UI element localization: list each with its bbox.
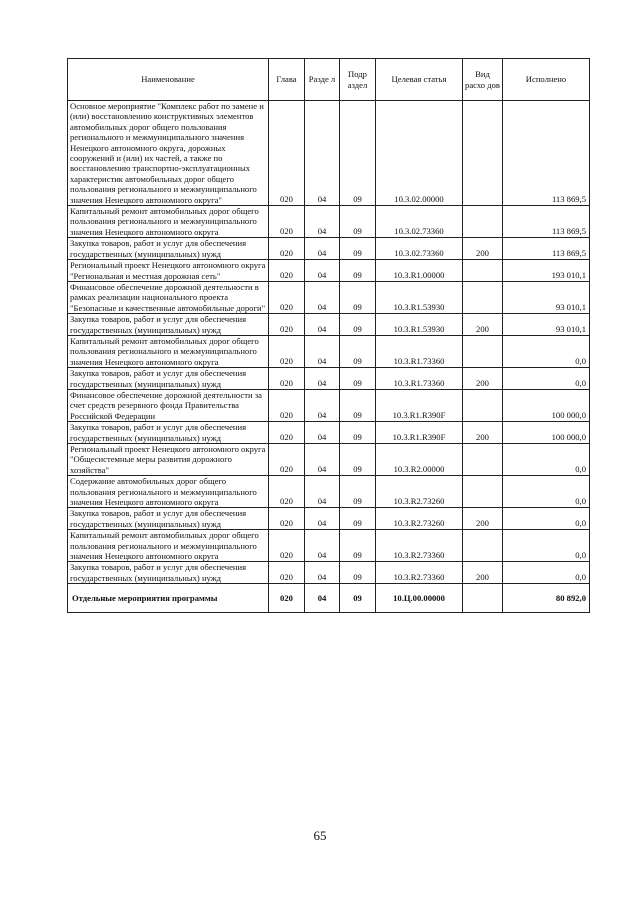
row-amount-cell: 0,0 [503, 508, 590, 530]
row-amount-cell: 0,0 [503, 562, 590, 584]
header-name: Наименование [68, 59, 269, 101]
row-razdel-cell: 04 [305, 476, 340, 508]
row-vid-cell [463, 335, 503, 367]
row-amount-cell: 0,0 [503, 368, 590, 390]
row-vid-cell: 200 [463, 314, 503, 336]
row-vid-cell [463, 281, 503, 313]
row-vid-cell [463, 476, 503, 508]
row-name-cell: Закупка товаров, работ и услуг для обеспечения государственных (муниципальных) нужд [68, 238, 269, 260]
row-name-cell: Финансовое обеспечение дорожной деятельности за счет средств резервного фонда Правительства Российской Федерации [68, 389, 269, 421]
row-razdel-cell: 04 [305, 238, 340, 260]
row-razdel-cell: 04 [305, 584, 340, 613]
row-podrazdel-cell: 09 [340, 444, 376, 476]
table-header-row [68, 59, 590, 101]
row-podrazdel-cell: 09 [340, 368, 376, 390]
row-name-cell: Закупка товаров, работ и услуг для обеспечения государственных (муниципальных) нужд [68, 508, 269, 530]
row-razdel-cell: 04 [305, 530, 340, 562]
table-row [68, 101, 590, 206]
row-target-cell: 10.3.R1.73360 [376, 368, 463, 390]
row-vid-cell: 200 [463, 422, 503, 444]
row-razdel-cell: 04 [305, 508, 340, 530]
row-podrazdel-cell: 09 [340, 281, 376, 313]
table-row [68, 335, 590, 367]
row-glava-cell: 020 [269, 444, 305, 476]
row-glava-cell: 020 [269, 281, 305, 313]
table-row [68, 389, 590, 421]
row-vid-cell: 200 [463, 562, 503, 584]
row-amount-cell: 113 869,5 [503, 101, 590, 206]
header-podrazdel: Подр аздел [340, 59, 376, 101]
row-razdel-cell: 04 [305, 281, 340, 313]
row-amount-cell: 100 000,0 [503, 389, 590, 421]
row-vid-cell: 200 [463, 508, 503, 530]
row-amount-cell: 80 892,0 [503, 584, 590, 613]
table-row [68, 281, 590, 313]
row-name-cell: Закупка товаров, работ и услуг для обеспечения государственных (муниципальных) нужд [68, 314, 269, 336]
header-vid: Вид расхо дов [463, 59, 503, 101]
row-target-cell: 10.3.R2.73260 [376, 508, 463, 530]
row-glava-cell: 020 [269, 368, 305, 390]
row-amount-cell: 193 010,1 [503, 260, 590, 282]
row-target-cell: 10.3.02.73360 [376, 206, 463, 238]
row-vid-cell: 200 [463, 368, 503, 390]
row-vid-cell [463, 206, 503, 238]
row-target-cell: 10.3.R1.53930 [376, 281, 463, 313]
row-target-cell: 10.3.R2.73260 [376, 476, 463, 508]
row-vid-cell [463, 584, 503, 613]
row-podrazdel-cell: 09 [340, 562, 376, 584]
row-target-cell: 10.3.R1.R390F [376, 422, 463, 444]
row-podrazdel-cell: 09 [340, 508, 376, 530]
row-target-cell: 10.3.R2.73360 [376, 530, 463, 562]
row-podrazdel-cell: 09 [340, 238, 376, 260]
table-row [68, 562, 590, 584]
row-glava-cell: 020 [269, 476, 305, 508]
row-name-cell: Капитальный ремонт автомобильных дорог общего пользования регионального и межмуниципального значения Ненецкого автономного округа [68, 335, 269, 367]
row-vid-cell [463, 260, 503, 282]
table-row [68, 206, 590, 238]
row-podrazdel-cell: 09 [340, 389, 376, 421]
row-podrazdel-cell: 09 [340, 314, 376, 336]
row-name-cell: Финансовое обеспечение дорожной деятельности в рамках реализации национального проекта "Безопасные и качественные автомобильные дороги" [68, 281, 269, 313]
row-glava-cell: 020 [269, 584, 305, 613]
row-razdel-cell: 04 [305, 260, 340, 282]
row-podrazdel-cell: 09 [340, 584, 376, 613]
row-amount-cell: 100 000,0 [503, 422, 590, 444]
row-vid-cell [463, 101, 503, 206]
row-glava-cell: 020 [269, 335, 305, 367]
row-glava-cell: 020 [269, 206, 305, 238]
header-target: Целевая статья [376, 59, 463, 101]
row-name-cell: Капитальный ремонт автомобильных дорог общего пользования регионального и межмуниципального значения Ненецкого автономного округа [68, 530, 269, 562]
row-name-cell: Региональный проект Ненецкого автономного округа "Общесистемные меры развития дорожного хозяйства" [68, 444, 269, 476]
table-row [68, 238, 590, 260]
row-name-cell: Капитальный ремонт автомобильных дорог общего пользования регионального и межмуниципального значения Ненецкого автономного округа [68, 206, 269, 238]
row-name-cell: Содержание автомобильных дорог общего пользования регионального и межмуниципального значения Ненецкого автономного округа [68, 476, 269, 508]
row-glava-cell: 020 [269, 530, 305, 562]
row-amount-cell: 0,0 [503, 335, 590, 367]
row-name-cell: Региональный проект Ненецкого автономного округа "Региональная и местная дорожная сеть" [68, 260, 269, 282]
row-vid-cell: 200 [463, 238, 503, 260]
row-glava-cell: 020 [269, 508, 305, 530]
budget-table [67, 58, 590, 613]
row-podrazdel-cell: 09 [340, 530, 376, 562]
row-target-cell: 10.3.R1.R390F [376, 389, 463, 421]
header-executed: Исполнено [503, 59, 590, 101]
row-target-cell: 10.3.R1.00000 [376, 260, 463, 282]
table-total-row [68, 584, 590, 613]
row-razdel-cell: 04 [305, 101, 340, 206]
table-row [68, 530, 590, 562]
row-glava-cell: 020 [269, 562, 305, 584]
row-name-cell: Закупка товаров, работ и услуг для обеспечения государственных (муниципальных) нужд [68, 422, 269, 444]
table-row [68, 476, 590, 508]
row-razdel-cell: 04 [305, 389, 340, 421]
header-glava: Глава [269, 59, 305, 101]
table-row [68, 508, 590, 530]
row-glava-cell: 020 [269, 314, 305, 336]
row-razdel-cell: 04 [305, 206, 340, 238]
row-glava-cell: 020 [269, 238, 305, 260]
row-vid-cell [463, 444, 503, 476]
row-name-cell: Закупка товаров, работ и услуг для обеспечения государственных (муниципальных) нужд [68, 368, 269, 390]
row-amount-cell: 93 010,1 [503, 314, 590, 336]
row-glava-cell: 020 [269, 389, 305, 421]
table-row [68, 368, 590, 390]
row-podrazdel-cell: 09 [340, 335, 376, 367]
table-row [68, 314, 590, 336]
row-target-cell: 10.3.R2.73360 [376, 562, 463, 584]
row-name-cell: Основное мероприятие "Комплекс работ по замене и (или) восстановлению конструктивных элементов автомобильных дорог общего пользования регионального и межмуниципального значения Ненецкого автономного округа, дорожных сооружений и (или) их частей, а также по восстановлению транспортно-эксплуатационных характеристик автомобильных дорог общего пользования регионального и межмуниципального значения Ненецкого автономного округа" [68, 101, 269, 206]
row-podrazdel-cell: 09 [340, 206, 376, 238]
table-row [68, 422, 590, 444]
row-amount-cell: 0,0 [503, 444, 590, 476]
row-target-cell: 10.Ц.00.00000 [376, 584, 463, 613]
row-amount-cell: 93 010,1 [503, 281, 590, 313]
row-razdel-cell: 04 [305, 422, 340, 444]
row-target-cell: 10.3.R2.00000 [376, 444, 463, 476]
row-target-cell: 10.3.02.00000 [376, 101, 463, 206]
row-target-cell: 10.3.R1.53930 [376, 314, 463, 336]
row-razdel-cell: 04 [305, 335, 340, 367]
row-name-cell: Закупка товаров, работ и услуг для обеспечения государственных (муниципальных) нужд [68, 562, 269, 584]
row-glava-cell: 020 [269, 101, 305, 206]
table-row [68, 260, 590, 282]
row-razdel-cell: 04 [305, 444, 340, 476]
row-vid-cell [463, 389, 503, 421]
budget-table-container [67, 58, 589, 613]
table-row [68, 444, 590, 476]
row-target-cell: 10.3.R1.73360 [376, 335, 463, 367]
page-number: 65 [313, 828, 327, 843]
row-podrazdel-cell: 09 [340, 422, 376, 444]
header-razdel: Разде л [305, 59, 340, 101]
row-amount-cell: 113 869,5 [503, 238, 590, 260]
row-podrazdel-cell: 09 [340, 260, 376, 282]
row-amount-cell: 0,0 [503, 476, 590, 508]
row-glava-cell: 020 [269, 422, 305, 444]
row-amount-cell: 0,0 [503, 530, 590, 562]
row-razdel-cell: 04 [305, 368, 340, 390]
row-target-cell: 10.3.02.73360 [376, 238, 463, 260]
row-razdel-cell: 04 [305, 562, 340, 584]
row-podrazdel-cell: 09 [340, 476, 376, 508]
row-amount-cell: 113 869,5 [503, 206, 590, 238]
row-name-cell: Отдельные мероприятия программы [68, 584, 269, 613]
row-podrazdel-cell: 09 [340, 101, 376, 206]
row-vid-cell [463, 530, 503, 562]
row-razdel-cell: 04 [305, 314, 340, 336]
row-glava-cell: 020 [269, 260, 305, 282]
